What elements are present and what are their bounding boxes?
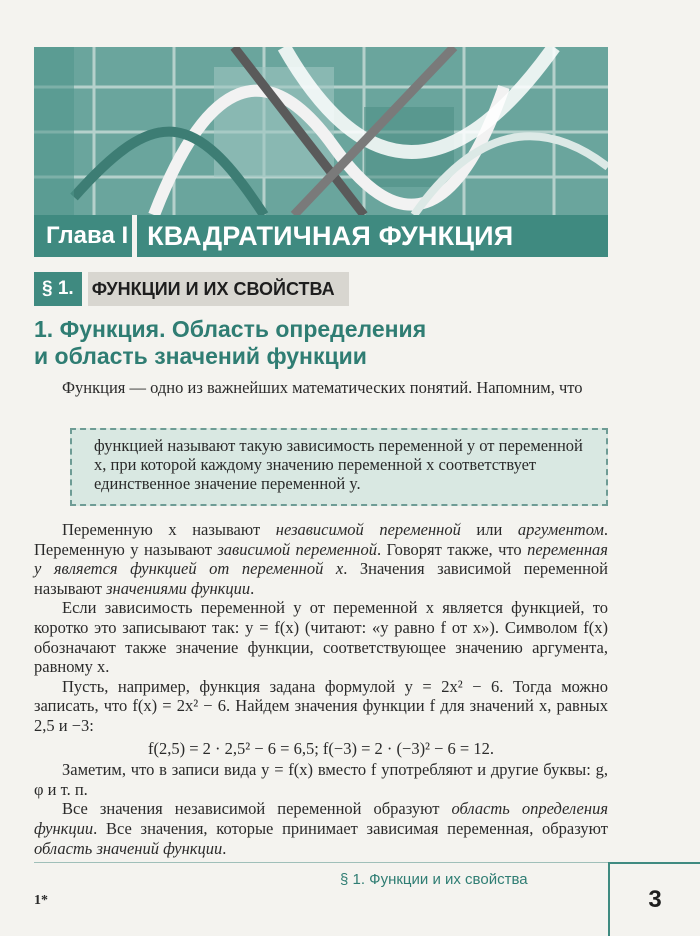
topic-title-line-2: и область значений функции (34, 343, 367, 369)
intro-paragraph: Функция — одно из важнейших математических понятий. Напомним, что (62, 378, 583, 397)
signature-mark: 1* (34, 893, 48, 908)
topic-title-line-1: 1. Функция. Область определения (34, 316, 427, 342)
paragraph-example: Пусть, например, функция задана формулой y = 2x² − 6. Тогда можно записать, что f(x) = 2x² − 6. Найдем значения функции f для значений x, равных 2,5 и −3: (34, 676, 608, 735)
paragraph-variables: Переменную x называют независимой переменной или аргументом. Переменную y называют зависимой переменной. Говорят также, что переменная y является функцией от переменной x. Значения зависимой переменной называют значениями функции. (34, 520, 609, 598)
section-heading (34, 272, 349, 306)
footer-divider (34, 862, 608, 863)
chapter-banner-image (34, 47, 608, 215)
section-title: ФУНКЦИИ И ИХ СВОЙСТВА (88, 272, 349, 306)
body-text (34, 520, 608, 858)
paragraph-letters: Заметим, что в записи вида y = f(x) вместо f употребляют и другие буквы: g, φ и т. п. (34, 760, 608, 799)
chapter-heading-bar (34, 215, 608, 257)
paragraph-domain-range: Все значения независимой переменной образуют область определения функции. Все значения, которые принимает зависимая переменная, образуют область значений функции. (34, 799, 608, 858)
topic-title (34, 316, 594, 370)
chapter-title: КВАДРАТИЧНАЯ ФУНКЦИЯ (147, 220, 514, 251)
formula-line: f(2,5) = 2 · 2,5² − 6 = 6,5; f(−3) = 2 · (−3)² − 6 = 12. (148, 738, 494, 758)
page-number: 3 (648, 886, 662, 913)
section-number: § 1. (34, 272, 82, 306)
page-number-box (608, 862, 700, 936)
chapter-label: Глава I (34, 215, 137, 257)
definition-box: функцией называют такую зависимость переменной y от переменной x, при которой каждому значению переменной x соответствует единственное значение переменной y. (70, 428, 608, 506)
running-footer-section: § 1. Функции и их свойства (340, 871, 528, 888)
paragraph-notation: Если зависимость переменной y от переменной x является функцией, то коротко это записывают так: y = f(x) (читают: «y равно f от x»). Символом f(x) обозначают также значение функции, соответствующее значению аргумента, равному x. (34, 598, 608, 677)
